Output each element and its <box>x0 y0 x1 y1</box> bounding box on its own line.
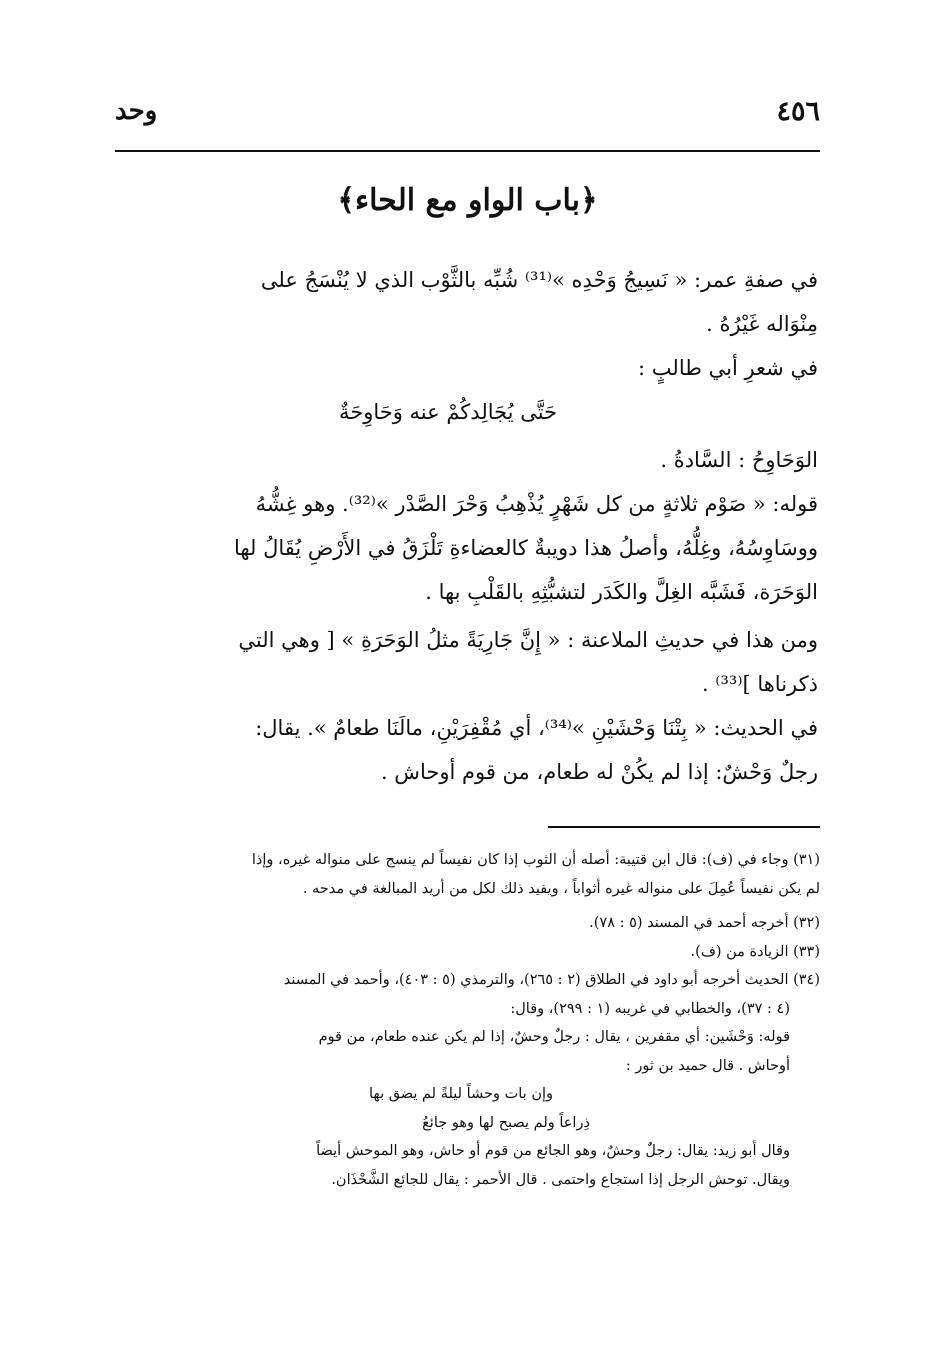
entry-paragraph-1-line-2: مِنْوَاله غَيْرُهُ . <box>706 312 818 336</box>
entry-paragraph-1-line-1: في صفةِ عمر: « نَسِيجُ وَحْدِه »⁽³¹⁾ شُبِّه بالثَّوْب الذي لا يُنْسَجُ على <box>260 268 818 292</box>
entry-paragraph-5-line-1: في الحديث: « بِتْنَا وَحْشَيْنِ »⁽³⁴⁾، أي مُقْفِرَيْنِ، مالَنَا طعامٌ ». يقال: <box>255 716 818 740</box>
footnotes <box>112 846 820 1194</box>
chapter-title: ﴿باب الواو مع الحاء﴾ <box>337 183 598 218</box>
entry-paragraph-2-line-1: في شعرِ أبي طالبٍ : <box>638 356 818 380</box>
footnote-34-line-5: وقال أبو زيد: يقال: رجلٌ وحشٌ، وهو الجائع من قوم أو حاش، وهو الموحش أيضاً <box>316 1143 790 1159</box>
entry-paragraph-3-line-2: ووسَاوِسُهُ، وغِلُّهُ، وأصلُ هذا دويبةٌ كالعضاءةِ تَلْزَقُ في الأَرْضِ يُقَالُ لها <box>233 536 818 560</box>
entry-paragraph-2-line-3: الوَحَاوِحُ : السَّادةُ . <box>660 448 818 472</box>
entry-paragraph-3-line-1: قوله: « صَوْم ثلاثةٍ من كل شَهْرٍ يُذْهِبُ وَحْرَ الصَّدْر »⁽³²⁾. وهو غِشُّهُ <box>255 492 818 516</box>
poetry-verse: حَتَّى يُجَالِدكُمْ عنه وَحَاوِحَةٌ <box>338 400 558 424</box>
footnote-verse-2: ذِراعاً ولم يصبح لها وهو جائعُ <box>422 1114 590 1131</box>
footnote-34-line-1: (٣٤) الحديث أخرجه أبو داود في الطلاق (٢ : ٢٦٥)، والترمذي (٥ : ٤٠٣)، وأحمد في المسند <box>283 972 820 988</box>
footnote-33: (٣٣) الزيادة من (ف). <box>690 943 820 960</box>
footnote-verse-1: وإن بات وحشاً ليلةً لم يضق بها <box>368 1086 554 1102</box>
footnote-31-line-1: (٣١) وجاء في (ف): قال ابن قتيبة: أصله أن الثوب إذا كان نفيساً لم ينسج على منواله غيره، وإذا <box>251 852 820 868</box>
main-text <box>118 258 818 794</box>
running-head <box>115 96 820 136</box>
footnote-34-line-3: قوله: وَحْشَين: أي مقفرين ، يقال : رجلٌ وحشٌ، إذا لم يكن عنده طعام، من قوم <box>318 1029 790 1045</box>
entry-paragraph-3-line-3: الوَحَرَة، فَشَبَّه الغِلَّ والكَدَر لتشبُّثِهِ بالقَلْبِ بها . <box>425 580 818 604</box>
entry-paragraph-4-line-2: ذكرناها ]⁽³³⁾ . <box>701 672 818 696</box>
footnote-32: (٣٢) أخرجه أحمد في المسند (٥ : ٧٨). <box>589 915 820 931</box>
running-head-word: وحد <box>115 96 158 126</box>
page-number: ٤٥٦ <box>776 96 820 127</box>
entry-paragraph-5-line-2: رجلٌ وَحْشٌ: إذا لم يكُنْ له طعام، من قوم أوحاش . <box>380 760 818 784</box>
entry-paragraph-4-line-1: ومن هذا في حديثِ الملاعنة : « إِنَّ جَارِيَةً مثلُ الوَحَرَةِ » [ وهي التي <box>238 628 818 652</box>
footnote-34-line-2: (٤ : ٣٧)، والخطابي في غريبه (١ : ٢٩٩)، وقال: <box>510 1000 790 1017</box>
footnote-34-line-6: ويقال. توحش الرجل إذا استجاع واحتمى . قال الأحمر : يقال للجائع الشَّحْذَان. <box>331 1171 790 1188</box>
header-rule <box>115 150 820 152</box>
footnote-34-line-4: أوحاش . قال حميد بن ثور : <box>625 1057 790 1074</box>
footnote-rule <box>548 826 820 828</box>
footnote-31-line-2: لم يكن نفيساً عُمِلَ على منواله غيره أثواباً ، ويفيد ذلك لكل من أريد المبالغة في مدحه . <box>302 880 820 897</box>
